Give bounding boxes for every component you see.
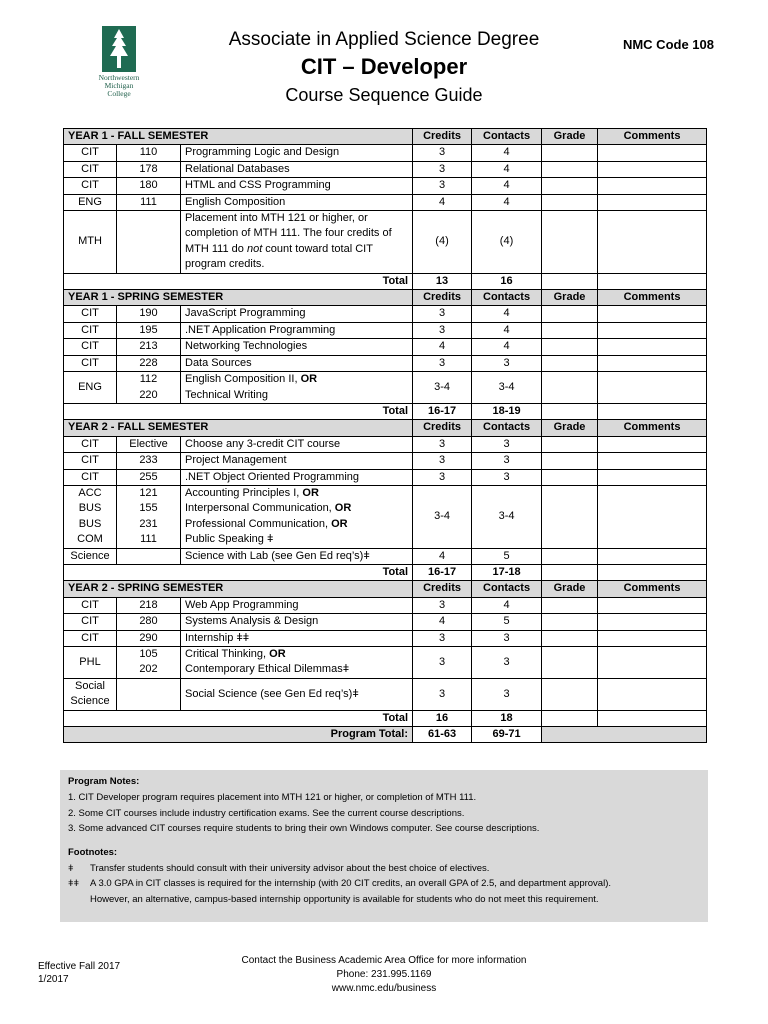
nmc-code: NMC Code 108 [622,37,714,52]
table-row-social-science: Social Science Social Science (see Gen Ed req’s)ǂ 3 3 [64,678,707,710]
table-row: Science Science with Lab (see Gen Ed req’s)ǂ 4 5 [64,548,707,564]
footnote-2: ǂǂ A 3.0 GPA in CIT classes is required for the internship (with 20 CIT credits, an overall GPA of 2.5, and department approval). However, an alternative, campus-based internship opportunity is available for students who do not meet this requirement. [68,878,612,905]
table-row: CIT 178 Relational Databases 3 4 [64,161,707,177]
table-row-mth: MTH Placement into MTH 121 or higher, or completion of MTH 111. The four credits of MTH 111 do not count toward total CIT program credits. (4) (4) [64,211,707,274]
program-notes-heading: Program Notes: [68,776,140,787]
table-row: ENG 111 English Composition 4 4 [64,194,707,210]
guide-title: Course Sequence Guide [285,85,483,105]
program-total-row: Program Total: 61-63 69-71 [64,727,707,743]
comments-cell [598,145,707,161]
table-row-phl: PHL 105 202 Critical Thinking, OR Contemporary Ethical Dilemmasǂ 3 3 [64,647,707,679]
section-header-y2-fall: YEAR 2 - FALL SEMESTER Credits Contacts Grade Comments [64,420,707,436]
footnote-1: ǂ Transfer students should consult with their university advisor about the best choice of electives. [68,862,490,874]
table-row: CIT 218 Web App Programming 3 4 [64,597,707,613]
table-row: CIT 195 .NET Application Programming 3 4 [64,322,707,338]
table-row: CIT 190 JavaScript Programming 3 4 [64,306,707,322]
table-row: CIT 290 Internship ǂǂ 3 3 [64,630,707,646]
table-row-eng: ENG 112 220 English Composition II, OR Technical Writing 3-4 3-4 [64,372,707,404]
degree-title: Associate in Applied Science Degree [228,29,540,50]
program-title: CIT – Developer [300,54,468,79]
table-row: CIT 180 HTML and CSS Programming 3 4 [64,178,707,194]
contact-info: Contact the Business Academic Area Office for more information Phone: 231.995.1169 www.nmc.edu/business [0,954,768,996]
note-item: 1. CIT Developer program requires placement into MTH 121 or higher, or completion of MTH 111. [68,792,477,803]
total-row: Total 13 16 [64,273,707,289]
total-row: Total 16-17 18-19 [64,403,707,419]
section-header-y2-spring: YEAR 2 - SPRING SEMESTER Credits Contacts Grade Comments [64,581,707,597]
table-row: CIT 213 Networking Technologies 4 4 [64,339,707,355]
table-row: CIT 280 Systems Analysis & Design 4 5 [64,614,707,630]
total-row: Total 16 18 [64,710,707,726]
table-row: CIT 228 Data Sources 3 3 [64,355,707,371]
total-row: Total 16-17 17-18 [64,564,707,580]
table-row: CIT Elective Choose any 3-credit CIT course 3 3 [64,436,707,452]
program-notes-box [60,770,708,922]
table-row: CIT 110 Programming Logic and Design 3 4 [64,145,707,161]
logo-text: Northwestern Michigan College [98,73,140,98]
section-header-y1-fall: YEAR 1 - FALL SEMESTER Credits Contacts Grade Comments [64,129,707,145]
footnotes-heading: Footnotes: [68,846,118,858]
course-sequence-table [63,128,707,743]
effective-date: Effective Fall 2017 1/2017 [38,961,121,985]
section-header-y1-spring: YEAR 1 - SPRING SEMESTER Credits Contacts Grade Comments [64,290,707,306]
website-link[interactable]: www.nmc.edu/business [331,983,437,994]
table-row: CIT 255 .NET Object Oriented Programming 3 3 [64,469,707,485]
grade-cell [542,145,598,161]
table-row: CIT 233 Project Management 3 3 [64,453,707,469]
note-item: 2. Some CIT courses include industry certification exams. See the current course descriptions. [68,807,465,819]
table-row-communication: ACC BUS BUS COM 121 155 231 111 Accounting Principles I, OR Interpersonal Communication, OR Professional Communication, OR Public Speaking ǂ 3-4 3-4 [64,485,707,548]
note-item: 3. Some advanced CIT courses require students to bring their own Windows computer. See course descriptions. [68,823,540,834]
